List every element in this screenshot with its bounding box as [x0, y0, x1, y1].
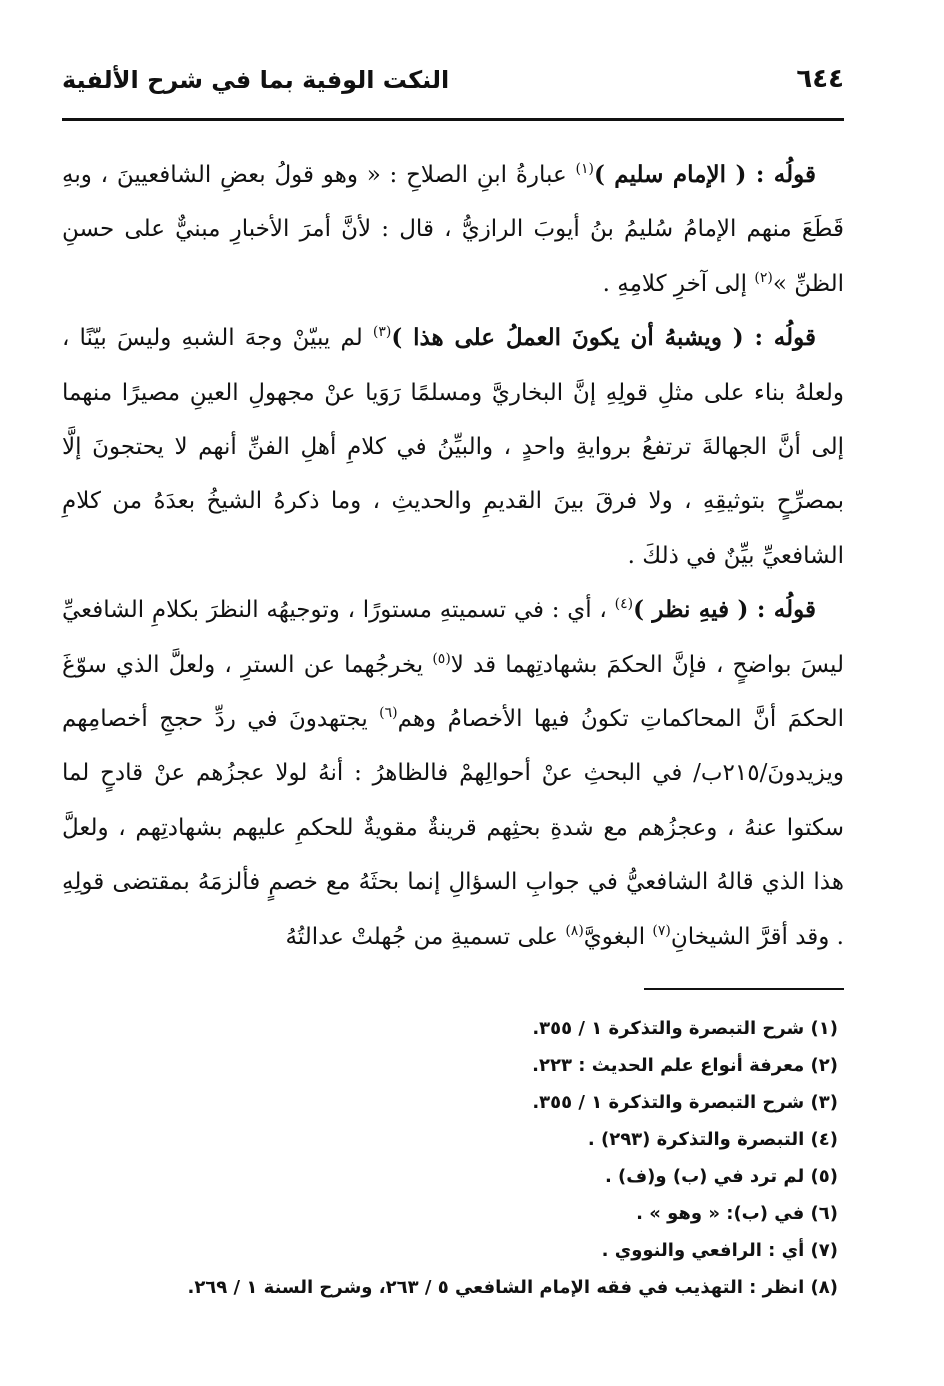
- running-title: النكت الوفية بما في شرح الألفية: [62, 66, 450, 94]
- footnote-divider: [644, 988, 844, 990]
- footnote-ref: (٣): [372, 324, 392, 341]
- footnote-8: (٨) انظر : التهذيب في فقه الإمام الشافعي ٥ / ٢٦٣، وشرح السنة ١ / ٢٦٩.: [187, 1277, 838, 1298]
- footnote-ref: (٢): [754, 269, 773, 286]
- paragraph-text: يجتهدونَ في ردِّ حججِ أخصامِهم ويزيدونَ/٢١٥ب/ في البحثِ عنْ أحوالِهمْ فالظاهرُ : أنهُ لولا عجزُهم عنْ قادحٍ لما سكتوا عنهُ ، وعجزُهم مع شدةِ بحثِهم قرينةٌ مقويةٌ للحكمِ عليهم بشهادتِهم ، ولعلَّ هذا الذي قالهُ الشافعيُّ في جوابِ السؤالِ إنما بحثَهُ مع خصمٍ فألزمَهُ بمقتضى قولِهِ . وقد أقرَّ الشيخانِ: [62, 706, 844, 950]
- footnote-ref: (٥): [432, 650, 451, 667]
- paragraph-lead: قولُه :: [748, 596, 816, 624]
- header-divider: [62, 118, 844, 121]
- quoted-phrase: ( فيهِ نظر ): [633, 596, 749, 624]
- footnote-ref: (٦): [379, 705, 398, 722]
- quoted-phrase: ( الإمام سليم ): [593, 161, 747, 188]
- paragraph-2: [62, 311, 844, 583]
- quoted-phrase: ( ويشبهُ أن يكونَ العملُ على هذا ): [391, 324, 744, 352]
- paragraph-text: لم يبيّنْ وجهَ الشبهِ وليسَ بيّنًا ، ولعلهُ بناء على مثلِ قولِهِ إنَّ البخاريَّ ومسلمًا رَوَيا عنْ مجهولِ العينِ مصيرًا منهما إلى أنَّ الجهالةَ ترتفعُ بروايةِ واحدٍ ، والبيِّنُ في كلامِ أهلِ الفنِّ أنهم لا يحتجونَ إلَّا بمصرِّحٍ بتوثيقِهِ ، ولا فرقَ بينَ القديمِ والحديثِ ، وما ذكرهُ الشيخُ بعدَهُ من كلامِ الشافعيِّ بيِّنٌ في ذلكَ .: [62, 325, 844, 569]
- footnote-7: (٧) أي : الرافعي والنووي .: [601, 1240, 838, 1261]
- footnote-6: (٦) في (ب): « وهو » .: [636, 1203, 838, 1224]
- paragraph-lead: قولُه :: [746, 161, 816, 188]
- footnote-5: (٥) لم ترد في (ب) و(ف) .: [604, 1166, 838, 1187]
- paragraph-text: البغويَّ: [583, 923, 653, 950]
- paragraph-text: على تسميةِ من جُهلتْ عدالتُهُ: [285, 923, 566, 950]
- footnote-1: (١) شرح التبصرة والتذكرة ١ / ٣٥٥.: [532, 1018, 838, 1039]
- page-number: ٦٤٤: [796, 64, 844, 94]
- paragraph-text: ، أي : في تسميتهِ مستورًا ، وتوجيهُه النظرَ بكلامِ الشافعيِّ ليسَ بواضحٍ ، فإنَّ الحكمَ بشهادتِهما قد لا: [62, 597, 844, 678]
- paragraph-text: يخرجُهما عن السترِ ، ولعلَّ الذي سوّغَ الحكمَ أنَّ المحاكماتِ تكونُ فيها الأخصامُ وهم: [62, 651, 844, 733]
- footnote-4: (٤) التبصرة والتذكرة (٢٩٣) .: [587, 1129, 838, 1150]
- footnote-2: (٢) معرفة أنواع علم الحديث : ٢٢٣.: [532, 1055, 838, 1076]
- footnote-3: (٣) شرح التبصرة والتذكرة ١ / ٣٥٥.: [532, 1092, 838, 1113]
- main-text: [62, 148, 844, 964]
- paragraph-3: [62, 583, 844, 964]
- paragraph-1: [62, 148, 844, 311]
- paragraph-text: عبارةُ ابنِ الصلاحِ : « وهو قولُ بعضِ الشافعيينَ ، وبهِ قَطَعَ منهم الإمامُ سُليمُ بنُ أيوبَ الرازيُّ ، قال : لأنَّ أمرَ الأخبارِ مبنيٌّ على حسنِ الظنِّ »: [62, 162, 844, 297]
- paragraph-text: إلى آخرِ كلامِهِ .: [602, 270, 755, 297]
- footnote-ref: (٤): [614, 596, 634, 613]
- page-header: [62, 64, 844, 104]
- footnote-ref: (٨): [565, 922, 584, 939]
- footnote-ref: (٧): [652, 922, 671, 939]
- footnote-ref: (١): [575, 161, 594, 177]
- paragraph-lead: قولُه :: [743, 324, 816, 352]
- footnotes: [62, 1010, 838, 1306]
